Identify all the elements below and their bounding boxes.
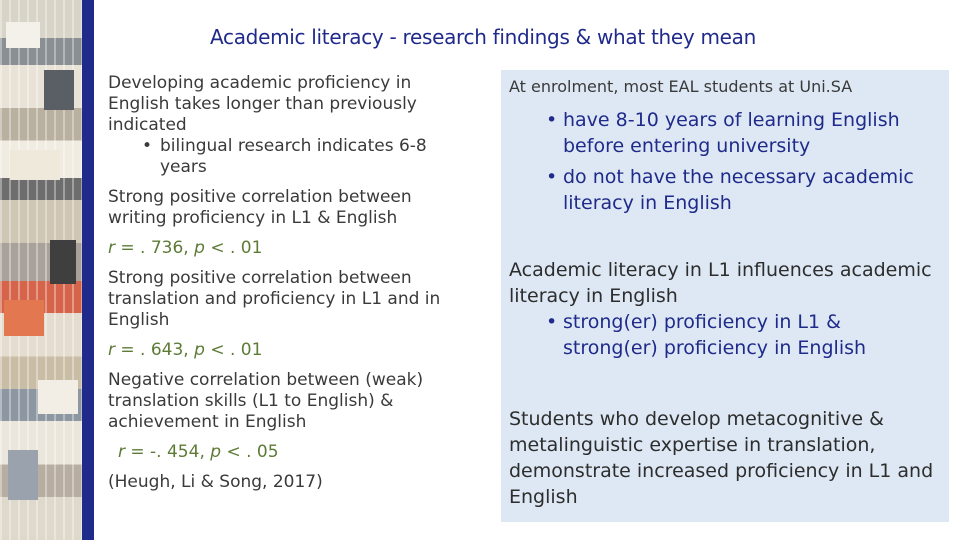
p-label: p: [210, 442, 222, 462]
p-value: < . 01: [204, 238, 263, 258]
collage-patch: [38, 380, 78, 414]
paragraph-text: Negative correlation between (weak) translation skills (L1 to English) & achievement in English: [108, 370, 424, 432]
p-label: p: [194, 238, 205, 258]
list-item-text: strong(er) proficiency in L1 & strong(er) proficiency in English: [563, 311, 867, 359]
findings-box: [501, 70, 949, 522]
collage-patch: [10, 150, 60, 180]
r-label: r: [118, 442, 125, 462]
paragraph-text: Strong positive correlation between translation and proficiency in L1 and in English: [108, 268, 441, 330]
collage-patch: [6, 22, 40, 48]
sub-bullet-text: bilingual research indicates 6-8 years: [160, 136, 427, 177]
citation: (Heugh, Li & Song, 2017): [108, 472, 323, 492]
r-label: r: [108, 340, 115, 360]
statistic: [108, 442, 468, 463]
box-lead-text: At enrolment, most EAL students at Uni.SA: [509, 77, 853, 96]
paragraph-text: Academic literacy in L1 influences academic literacy in English: [509, 259, 932, 307]
p-value: < . 01: [204, 340, 263, 360]
collage-patch: [8, 450, 38, 500]
collage-patch: [44, 70, 74, 110]
r-value: = . 643,: [115, 340, 195, 360]
collage-patch: [50, 240, 76, 284]
bullet-icon: •: [546, 311, 558, 333]
bullet-icon: •: [546, 166, 558, 188]
statistic: [108, 238, 468, 259]
r-value: = . 736,: [115, 238, 195, 258]
r-value: = -. 454,: [125, 442, 211, 462]
list-item-text: do not have the necessary academic literacy in English: [563, 166, 914, 214]
list-item: [509, 309, 941, 361]
bullet-icon: •: [142, 136, 153, 156]
left-column: [108, 73, 468, 493]
sub-bullet: [108, 136, 468, 178]
accent-bar: [82, 0, 94, 540]
p-label: p: [194, 340, 205, 360]
paragraph-text: Developing academic proficiency in English takes longer than previously indicated: [108, 73, 417, 135]
paragraph: [108, 73, 468, 178]
list-item: [509, 164, 941, 216]
paragraph-text: Strong positive correlation between writing proficiency in L1 & English: [108, 187, 412, 228]
collage-patch: [4, 300, 44, 336]
statistic: [108, 340, 468, 361]
list-item: [509, 107, 941, 159]
slide-title: Academic literacy - research findings & what they mean: [210, 25, 757, 49]
list-item-text: have 8-10 years of learning English before entering university: [563, 109, 900, 157]
r-label: r: [108, 238, 115, 258]
decorative-collage-image: [0, 0, 82, 540]
paragraph-text: Students who develop metacognitive & metalinguistic expertise in translation, demonstrate increased proficiency in L1 and English: [509, 408, 934, 508]
bullet-icon: •: [546, 109, 558, 131]
p-value: < . 05: [221, 442, 279, 462]
